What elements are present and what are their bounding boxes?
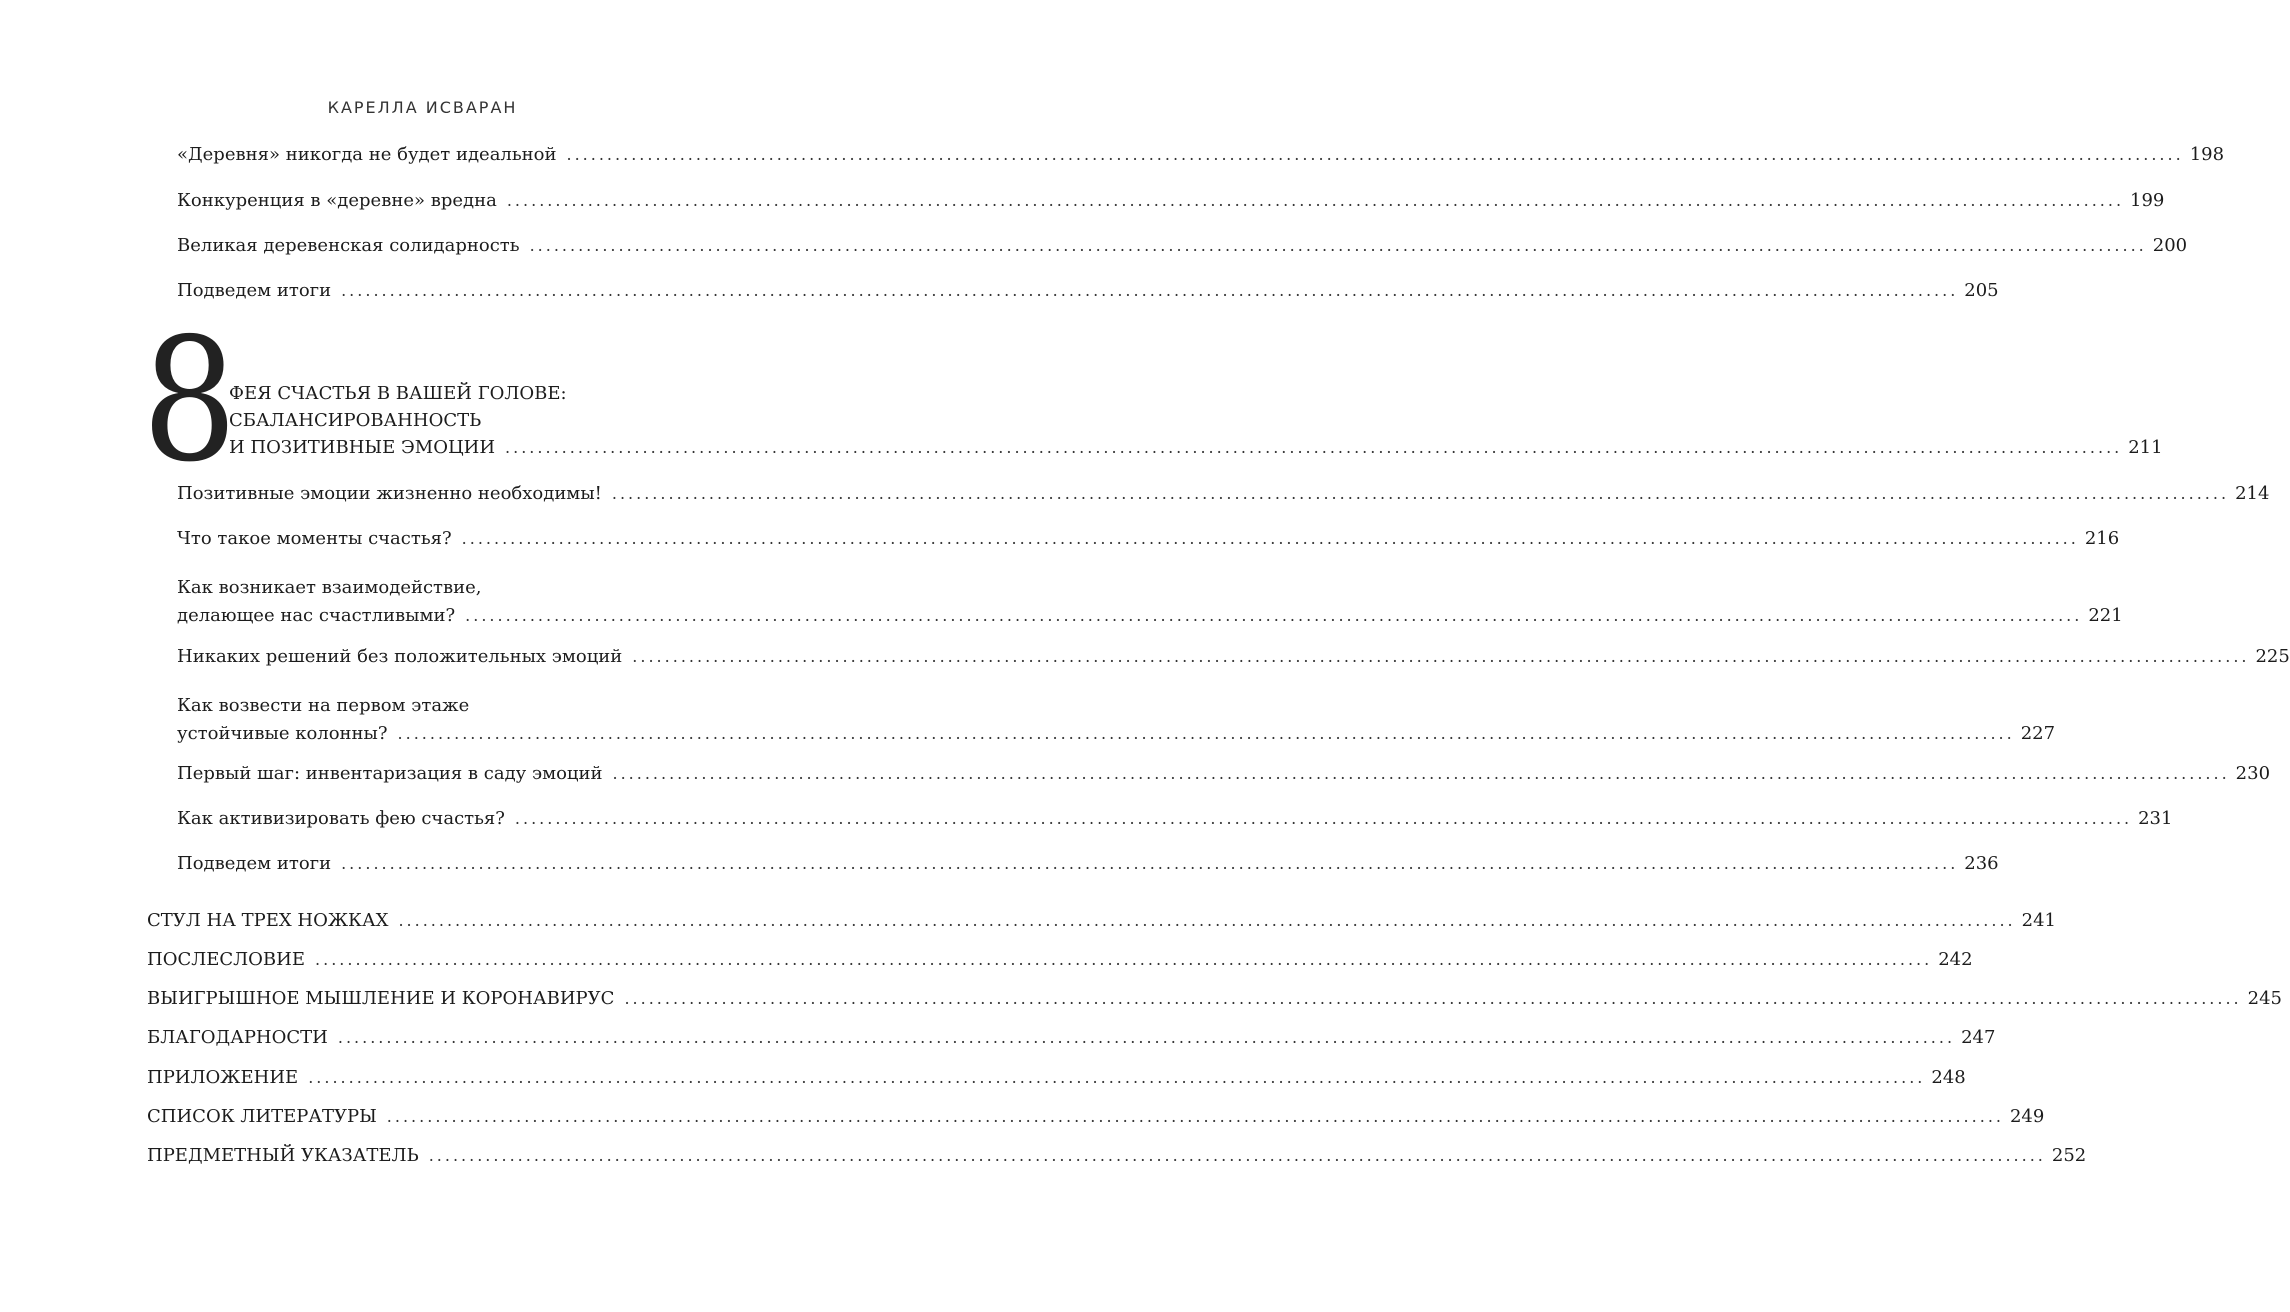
toc-entry[interactable] [177, 646, 2290, 667]
leader-dots: ........................................................................................................................................................................................................ [465, 606, 2083, 625]
toc-entry-page: 230 [2235, 763, 2271, 784]
toc-entry-page: 245 [2247, 988, 2282, 1009]
toc-entry-page: 252 [2051, 1145, 2087, 1166]
leader-dots: ........................................................................................................................................................................................................ [529, 236, 2147, 255]
toc-entry-page: 242 [1938, 949, 1973, 970]
toc-entry-page: 221 [2088, 605, 2123, 626]
toc-entry-page: 200 [2152, 235, 2188, 256]
toc-entry[interactable] [177, 528, 2120, 549]
toc-entry[interactable] [177, 144, 2225, 165]
toc-entry-top[interactable] [147, 910, 2056, 931]
toc-entry-page: 199 [2130, 190, 2165, 211]
leader-dots: ........................................................................................................................................................................................................ [315, 950, 1933, 969]
leader-dots: ........................................................................................................................................................................................................ [386, 1107, 2004, 1126]
toc-entry[interactable] [177, 235, 2188, 256]
chapter-title-line: СБАЛАНСИРОВАННОСТЬ [229, 410, 482, 431]
toc-entry[interactable] [177, 763, 2271, 784]
toc-entry-page: 247 [1961, 1027, 1996, 1048]
toc-entry-top[interactable] [147, 949, 1973, 970]
leader-dots: ........................................................................................................................................................................................................ [398, 911, 2016, 930]
toc-entry[interactable] [177, 574, 2123, 626]
toc-entry[interactable] [177, 853, 1999, 874]
toc-entry-title: СПИСОК ЛИТЕРАТУРЫ [147, 1106, 377, 1127]
toc-entry-title: Конкуренция в «деревне» вредна [177, 190, 497, 211]
toc-entry-top[interactable] [147, 1106, 2045, 1127]
toc-entry-title: Позитивные эмоции жизненно необходимы! [177, 483, 602, 504]
toc-entry-title: Как возвести на первом этаже [177, 695, 470, 716]
toc-entry-top[interactable] [147, 1027, 1996, 1048]
leader-dots: ........................................................................................................................................................................................................ [612, 764, 2230, 783]
toc-entry-page: 241 [2021, 910, 2056, 931]
toc-entry-page: 227 [2020, 723, 2056, 744]
toc-entry-title: Первый шаг: инвентаризация в саду эмоций [177, 763, 603, 784]
toc-entry-page: 249 [2009, 1106, 2045, 1127]
toc-entry-page: 225 [2255, 646, 2290, 667]
toc-entry-title: СТУЛ НА ТРЕХ НОЖКАХ [147, 910, 389, 931]
leader-dots: ........................................................................................................................................................................................................ [341, 854, 1959, 873]
toc-entry-title: «Деревня» никогда не будет идеальной [177, 144, 557, 165]
leader-dots: ........................................................................................................................................................................................................ [505, 438, 2123, 457]
toc-entry-top[interactable] [147, 988, 2282, 1009]
leader-dots: ........................................................................................................................................................................................................ [514, 809, 2133, 828]
toc-entry-title: ПРЕДМЕТНЫЙ УКАЗАТЕЛЬ [147, 1145, 419, 1166]
leader-dots: ........................................................................................................................................................................................................ [611, 484, 2230, 503]
toc-entry-title: Никаких решений без положительных эмоций [177, 646, 623, 667]
leader-dots: ........................................................................................................................................................................................................ [428, 1146, 2046, 1165]
chapter-title-line: ФЕЯ СЧАСТЬЯ В ВАШЕЙ ГОЛОВЕ: [229, 383, 567, 404]
toc-entry-title: Что такое моменты счастья? [177, 528, 452, 549]
running-header: КАРЕЛЛА ИСВАРАН [327, 98, 518, 117]
leader-dots: ........................................................................................................................................................................................................ [397, 724, 2015, 743]
leader-dots: ........................................................................................................................................................................................................ [624, 989, 2242, 1008]
toc-entry-page: 216 [2084, 528, 2120, 549]
chapter-number: 8 [142, 302, 238, 500]
leader-dots: ........................................................................................................................................................................................................ [506, 191, 2125, 210]
leader-dots: ........................................................................................................................................................................................................ [566, 145, 2184, 164]
toc-entry-title: ПОСЛЕСЛОВИЕ [147, 949, 306, 970]
chapter-heading[interactable] [229, 380, 2163, 461]
toc-entry-page: 205 [1964, 280, 1999, 301]
toc-entry[interactable] [177, 692, 2056, 744]
leader-dots: ........................................................................................................................................................................................................ [337, 1028, 1956, 1047]
toc-entry-page: 248 [1931, 1067, 1966, 1088]
toc-entry[interactable] [177, 808, 2173, 829]
toc-entry-title: Как активизировать фею счастья? [177, 808, 505, 829]
toc-entry-title: устойчивые колонны? [177, 723, 388, 744]
toc-entry-title: ВЫИГРЫШНОЕ МЫШЛЕНИЕ И КОРОНАВИРУС [147, 988, 615, 1009]
toc-entry[interactable] [177, 280, 1999, 301]
leader-dots: ........................................................................................................................................................................................................ [632, 647, 2250, 666]
toc-entry[interactable] [177, 190, 2165, 211]
toc-entry-title: ПРИЛОЖЕНИЕ [147, 1067, 299, 1088]
chapter-title-line: И ПОЗИТИВНЫЕ ЭМОЦИИ [229, 437, 496, 458]
toc-entry[interactable] [177, 483, 2270, 504]
toc-entry-title: БЛАГОДАРНОСТИ [147, 1027, 328, 1048]
leader-dots: ........................................................................................................................................................................................................ [461, 529, 2079, 548]
toc-entry-title: Как возникает взаимодействие, [177, 577, 482, 598]
leader-dots: ........................................................................................................................................................................................................ [341, 281, 1959, 300]
toc-entry-page: 214 [2235, 483, 2270, 504]
toc-entry-top[interactable] [147, 1145, 2087, 1166]
toc-entry-title: делающее нас счастливыми? [177, 605, 456, 626]
toc-entry-title: Великая деревенская солидарность [177, 235, 520, 256]
toc-entry-title: Подведем итоги [177, 853, 332, 874]
toc-entry-page: 198 [2189, 144, 2225, 165]
leader-dots: ........................................................................................................................................................................................................ [308, 1068, 1926, 1087]
toc-entry-page: 231 [2138, 808, 2173, 829]
toc-entry-title: Подведем итоги [177, 280, 332, 301]
chapter-page: 211 [2128, 437, 2163, 458]
toc-entry-top[interactable] [147, 1067, 1966, 1088]
toc-entry-page: 236 [1964, 853, 1999, 874]
